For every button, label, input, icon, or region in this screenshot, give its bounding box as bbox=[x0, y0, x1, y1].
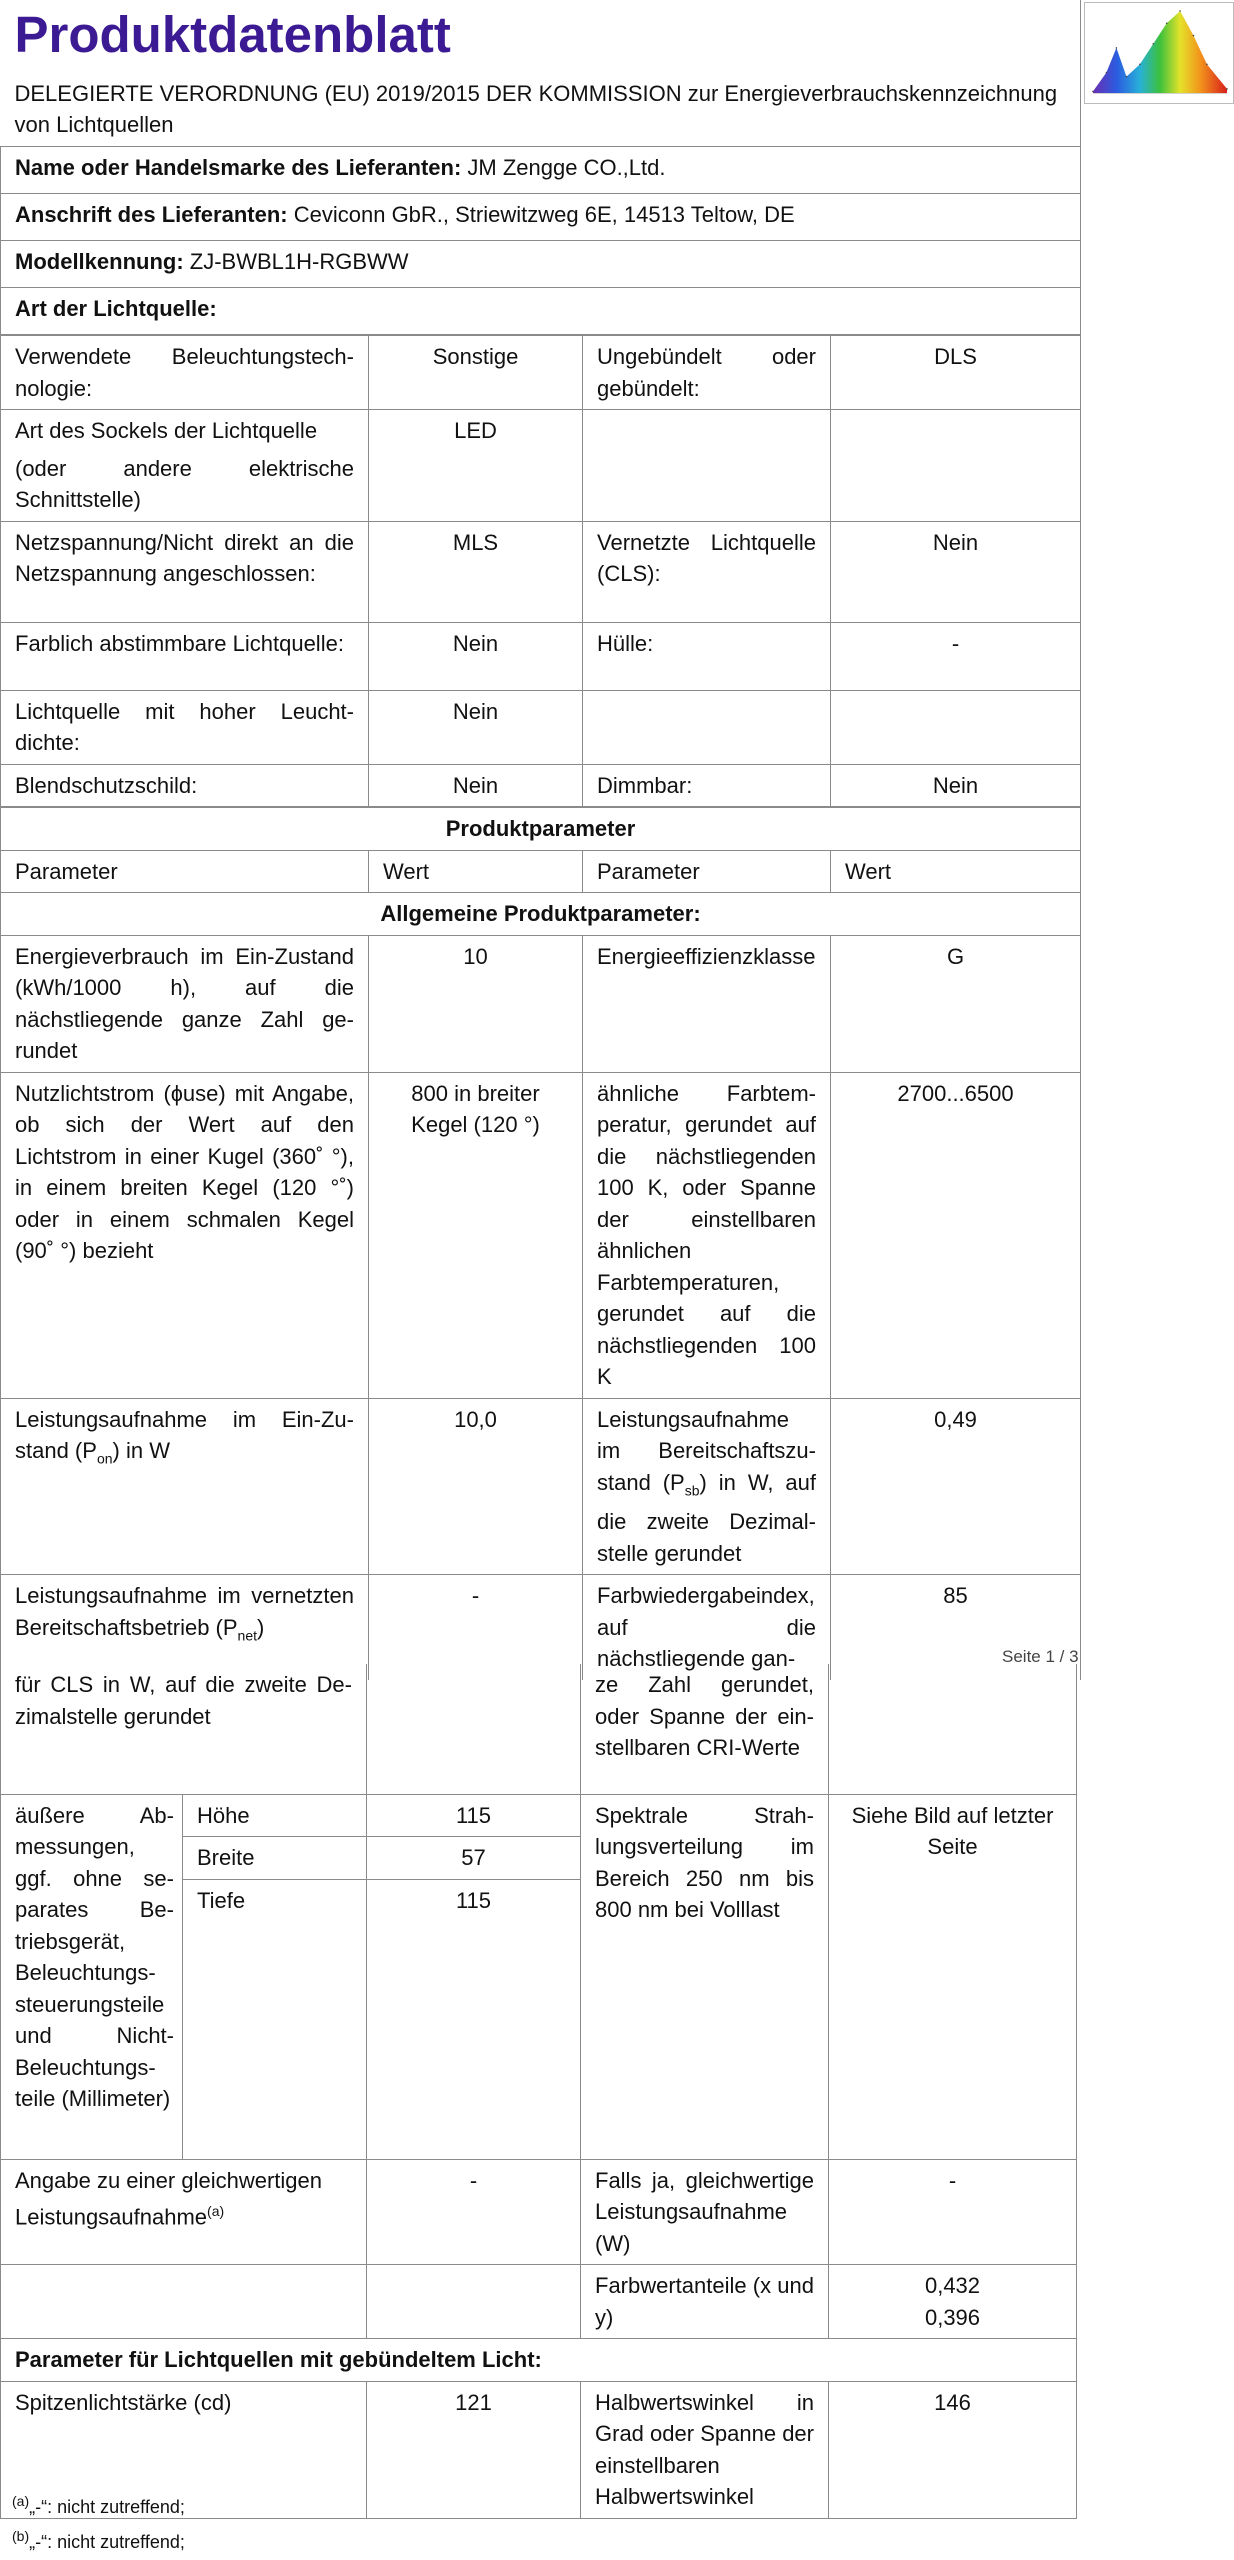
light-type-table bbox=[0, 335, 1081, 807]
dimensions-label: äußere Abmessungen, ggf. ohne separates Betriebsgerät, Beleuchtungssteuerungsteile und Nicht-Beleuchtungsteile (Millimeter) bbox=[1, 1794, 183, 2159]
spectrum-point bbox=[1092, 91, 1094, 93]
technology-value: Sonstige bbox=[369, 336, 583, 410]
peak-intensity-value: 121 bbox=[367, 2381, 581, 2518]
networked-standby-value: - bbox=[369, 1575, 583, 1680]
cri-value: 85 bbox=[831, 1575, 1081, 1680]
color-temperature-label: ähnliche Farbtemperatur, gerundet auf die nächstliegenden 100 K, oder Spanne der einstellbaren ähnlichen Farbtemperaturen, gerundet auf die nächstliegenden 100 K bbox=[583, 1072, 831, 1398]
spectrum-chart bbox=[1084, 2, 1234, 104]
chromaticity-x: 0,432 bbox=[924, 2273, 981, 2298]
empty-cell bbox=[831, 690, 1081, 764]
header-table bbox=[0, 0, 1081, 335]
page-2 bbox=[0, 1664, 1076, 2519]
table-row bbox=[1, 336, 1081, 410]
on-mode-power-label: Leistungsaufnahme im Ein-Zustand $(P_{on})$ in W bbox=[1, 1398, 369, 1575]
empty-cell bbox=[829, 1664, 1077, 1794]
empty-cell bbox=[1, 2265, 367, 2339]
light-type-heading: Art der Lichtquelle: bbox=[1, 288, 1081, 335]
spectrum-point bbox=[1226, 88, 1228, 90]
spectrum-point bbox=[1116, 47, 1118, 49]
empty-cell bbox=[583, 690, 831, 764]
column-header-value: Wert bbox=[369, 850, 583, 893]
technology-label: Verwendete Beleuchtungstechnologie: bbox=[1, 336, 369, 410]
high-luminance-value: Nein bbox=[369, 690, 583, 764]
empty-cell bbox=[831, 410, 1081, 522]
continued-parameters-table bbox=[0, 1664, 1077, 2519]
glare-label: Blendschutzschild: bbox=[1, 764, 369, 807]
height-label: Höhe bbox=[183, 1794, 367, 1837]
high-luminance-label: Lichtquelle mit hoher Leuchtdichte: bbox=[1, 690, 369, 764]
spectrum-point bbox=[1153, 43, 1155, 45]
directional-value: DLS bbox=[831, 336, 1081, 410]
table-row bbox=[1, 935, 1081, 1072]
cls-label: Vernetzte Lichtquelle (CLS): bbox=[583, 521, 831, 622]
spectrum-area bbox=[1093, 11, 1227, 93]
spectrum-point bbox=[1206, 64, 1208, 66]
equivalent-power2-value: - bbox=[829, 2159, 1077, 2265]
depth-value: 115 bbox=[367, 1879, 581, 2159]
spectrum-point bbox=[1166, 23, 1168, 25]
standby-power-value: 0,49 bbox=[831, 1398, 1081, 1575]
cri-label: Farbwiedergabeindex, auf die nächstliegende gan- bbox=[583, 1575, 831, 1680]
depth-label: Tiefe bbox=[183, 1879, 367, 2159]
equivalent-power2-label: Falls ja, gleichwertige Leistungsaufnahme (W) bbox=[581, 2159, 829, 2265]
mains-label: Netzspannung/Nicht direkt an die Netzspannung angeschlossen: bbox=[1, 521, 369, 622]
beam-angle-value: 146 bbox=[829, 2381, 1077, 2518]
energy-class-value: G bbox=[831, 935, 1081, 1072]
spectral-distribution-value: Siehe Bild auf letzter Seite bbox=[829, 1794, 1077, 2159]
empty-cell bbox=[583, 410, 831, 522]
table-row bbox=[1, 1664, 1077, 1794]
table-row bbox=[1, 850, 1081, 893]
empty-cell bbox=[367, 1664, 581, 1794]
general-parameters-heading: Allgemeine Produktparameter: bbox=[1, 893, 1081, 936]
supplier-address-label: Anschrift des Lieferanten: bbox=[15, 202, 288, 227]
energy-class-label: Energieeffizienzklasse bbox=[583, 935, 831, 1072]
spectrum-point bbox=[1193, 35, 1195, 37]
model-row bbox=[1, 241, 1081, 288]
table-row bbox=[1, 410, 1081, 522]
cap-type-label-b: (oder andere elektrische Schnittstelle) bbox=[15, 455, 354, 512]
supplier-address-row bbox=[1, 194, 1081, 241]
tunable-value: Nein bbox=[369, 622, 583, 690]
table-row bbox=[1, 1072, 1081, 1398]
width-value: 57 bbox=[367, 1837, 581, 1880]
cls-value: Nein bbox=[831, 521, 1081, 622]
beam-angle-label: Halbwertswinkel in Grad oder Spanne der einstellbaren Halbwertswinkel bbox=[581, 2381, 829, 2518]
spectrum-point bbox=[1139, 64, 1141, 66]
equivalent-power-label: Angabe zu einer gleichwertigen Leistungsaufnahme$^{(a)}$ bbox=[1, 2159, 367, 2265]
model-label: Modellkennung: bbox=[15, 249, 184, 274]
table-row bbox=[1, 1794, 1077, 1837]
networked-standby-label: Leistungsaufnahme im vernetzten Bereitschaftsbetrieb $(P_{net})$ bbox=[1, 1575, 369, 1680]
footnote-a: $^{(a)}$„-“: nicht zutreffend; bbox=[12, 2493, 185, 2517]
table-row bbox=[1, 764, 1081, 807]
luminous-flux-label: Nutzlichtstrom (ɸuse) mit Angabe, ob sich der Wert auf den Lichtstrom in einer Kugel (360˚ °), in einem breiten Kegel (120 °˚) oder in einem schmalen Kegel (90˚ °) bezieht bbox=[1, 1072, 369, 1398]
envelope-value: - bbox=[831, 622, 1081, 690]
table-row bbox=[1, 690, 1081, 764]
header-cell bbox=[1, 0, 1081, 147]
spectrum-point bbox=[1126, 76, 1128, 78]
color-temperature-value: 2700...6500 bbox=[831, 1072, 1081, 1398]
model-value: ZJ-BWBL1H-RGBWW bbox=[189, 249, 409, 274]
cri-label-cont: ze Zahl gerundet, oder Spanne der einstellbaren CRI-Werte bbox=[581, 1664, 829, 1794]
dimmable-value: Nein bbox=[831, 764, 1081, 807]
page-title: Produktdatenblatt bbox=[14, 6, 451, 63]
directional-label: Ungebündelt oder gebündelt: bbox=[583, 336, 831, 410]
chromaticity-label: Farbwertanteile (x und y) bbox=[581, 2265, 829, 2339]
product-parameters-heading: Produktparameter bbox=[1, 808, 1081, 851]
table-row bbox=[1, 622, 1081, 690]
regulation-subtitle: DELEGIERTE VERORDNUNG (EU) 2019/2015 DER KOMMISSION zur Energieverbrauchskennzeichnung von Lichtquellen bbox=[14, 81, 1058, 137]
spectrum-point bbox=[1179, 10, 1181, 12]
chromaticity-y: 0,396 bbox=[924, 2304, 981, 2330]
dimmable-label: Dimmbar: bbox=[583, 764, 831, 807]
envelope-label: Hülle: bbox=[583, 622, 831, 690]
networked-standby-label-cont: für CLS in W, auf die zweite Dezimalstelle gerundet bbox=[1, 1664, 367, 1794]
supplier-name-row bbox=[1, 147, 1081, 194]
cap-type-label: Art des Sockels der Lichtquelle bbox=[15, 418, 318, 443]
directional-parameters-heading: Parameter für Lichtquellen mit gebündeltem Licht: bbox=[1, 2339, 1077, 2382]
width-label: Breite bbox=[183, 1837, 367, 1880]
energy-consumption-value: 10 bbox=[369, 935, 583, 1072]
spectral-distribution-label: Spektrale Strahlungsverteilung im Bereich 250 nm bis 800 nm bei Volllast bbox=[581, 1794, 829, 2159]
spectrum-svg bbox=[1085, 3, 1233, 103]
cap-type-value: LED bbox=[369, 410, 583, 522]
table-row bbox=[1, 1398, 1081, 1575]
table-row bbox=[1, 2159, 1077, 2265]
mains-value: MLS bbox=[369, 521, 583, 622]
spectrum-point bbox=[1106, 72, 1108, 74]
standby-power-label: Leistungsaufnahme im Bereitschaftszustand $(P_{sb})$ in W, auf die zweite Dezimalstelle gerundet bbox=[583, 1398, 831, 1575]
page-number: Seite 1 / 3 bbox=[1002, 1647, 1079, 1666]
table-row bbox=[1, 2339, 1077, 2382]
parameters-table bbox=[0, 807, 1081, 1680]
table-row bbox=[1, 521, 1081, 622]
footnote-b: $^{(b)}$„-“: nicht zutreffend; bbox=[12, 2528, 185, 2552]
glare-value: Nein bbox=[369, 764, 583, 807]
peak-intensity-label: Spitzenlichtstärke (cd) bbox=[1, 2381, 367, 2518]
table-row bbox=[1, 893, 1081, 936]
supplier-address-value: Ceviconn GbR., Striewitzweg 6E, 14513 Teltow, DE bbox=[293, 202, 795, 227]
table-row bbox=[1, 2265, 1077, 2339]
supplier-name-value: JM Zengge CO.,Ltd. bbox=[467, 155, 666, 180]
empty-cell bbox=[367, 2265, 581, 2339]
column-header-value: Wert bbox=[831, 850, 1081, 893]
supplier-name-label: Name oder Handelsmarke des Lieferanten: bbox=[15, 155, 462, 180]
energy-consumption-label: Energieverbrauch im Ein-Zustand (kWh/1000 h), auf die nächstliegende ganze Zahl gerundet bbox=[1, 935, 369, 1072]
tunable-label: Farblich abstimmbare Lichtquelle: bbox=[1, 622, 369, 690]
luminous-flux-value: 800 in breiter Kegel (120 °) bbox=[369, 1072, 583, 1398]
equivalent-power-value: - bbox=[367, 2159, 581, 2265]
column-header-parameter: Parameter bbox=[583, 850, 831, 893]
chromaticity-value bbox=[829, 2265, 1077, 2339]
table-row bbox=[1, 808, 1081, 851]
cap-type-cell bbox=[1, 410, 369, 522]
column-header-parameter: Parameter bbox=[1, 850, 369, 893]
on-mode-power-value: 10,0 bbox=[369, 1398, 583, 1575]
height-value: 115 bbox=[367, 1794, 581, 1837]
